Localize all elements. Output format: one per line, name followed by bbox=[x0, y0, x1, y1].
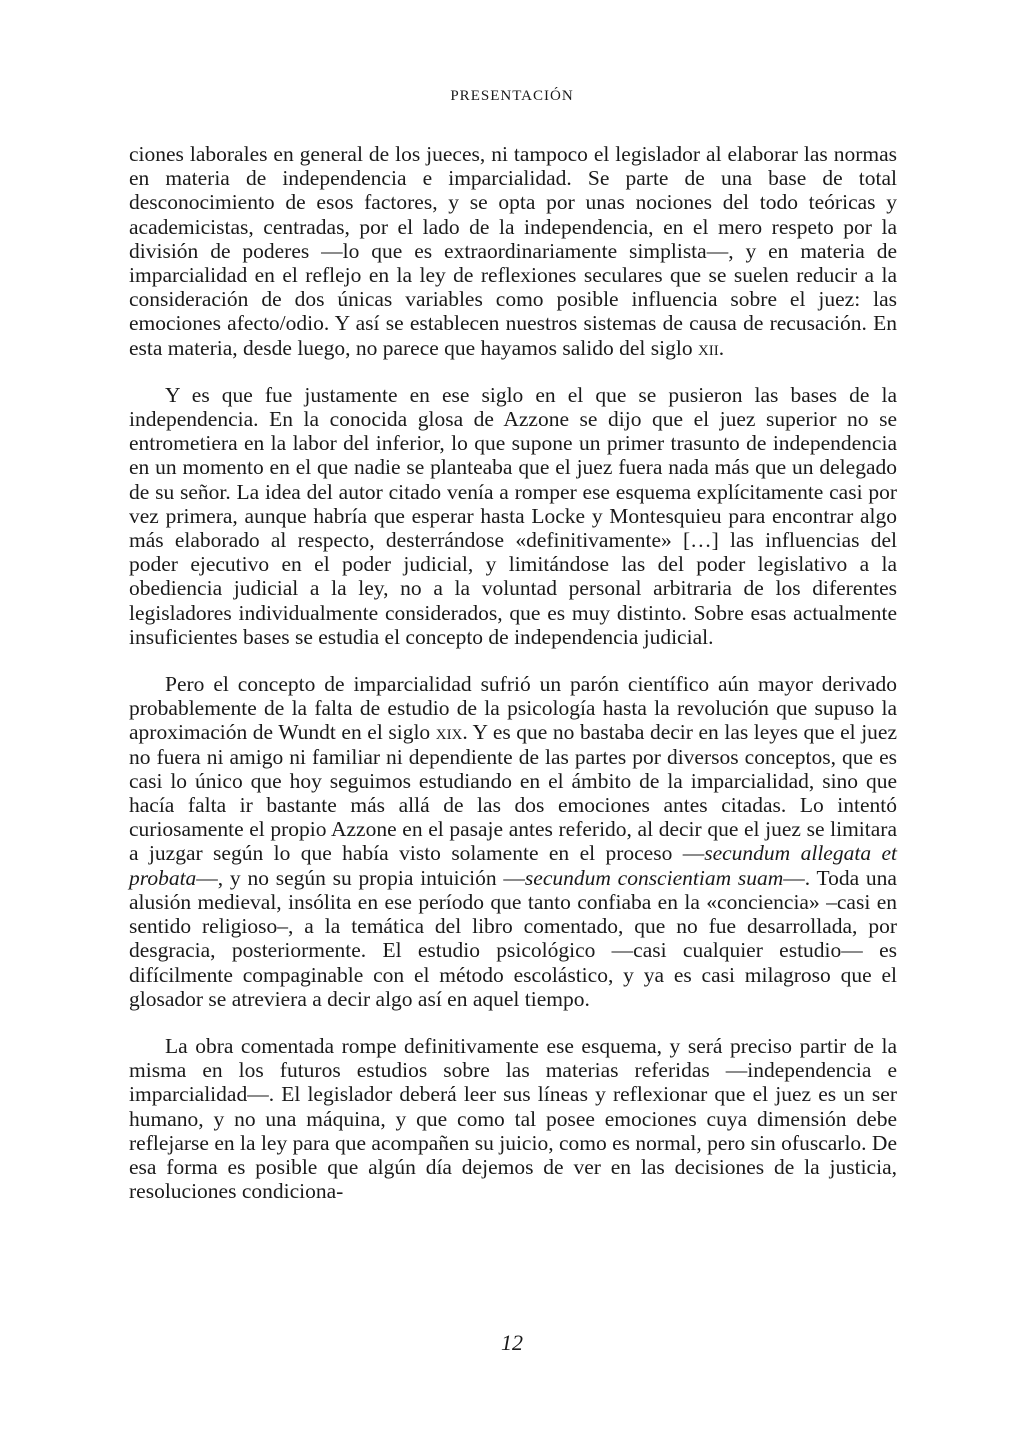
paragraph-3-part-b: . Y es que no bastaba decir en las leyes que el juez no fuera ni amigo ni familiar ni dependiente de las partes por diversos conceptos, que es casi lo único que hoy seguimos estudiando en el ámbito de la imparcialidad, sino que hacía falta ir bastante más allá de las dos emociones antes citadas. Lo intentó curiosamente el propio Azzone en el pasaje antes referido, al decir que el juez se limitara a juzgar según lo que había visto solamente en el proceso — bbox=[129, 720, 897, 866]
century-numeral: xix bbox=[435, 720, 463, 745]
paragraph-3-part-d: —. Toda una alusión medieval, insólita en ese período que tanto confiaba en la «conciencia» –casi en sentido religioso–, a la temática del libro comentado, que no fue desarrollada, por desgracia, posteriormente. El estudio psicológico —casi cualquier estudio— es difícilmente compaginable con el método escolástico, y ya es casi milagroso que el glosador se atreviera a decir algo así en aquel tiempo. bbox=[129, 865, 897, 1011]
paragraph-1-end: . bbox=[718, 335, 725, 360]
paragraph-3-part-a: Pero el concepto de imparcialidad sufrió un parón científico aún mayor derivado probablemente de la falta de estudio de la psicología hasta la revolución que supuso la aproximación de Wundt en el siglo bbox=[129, 672, 897, 745]
body-text bbox=[129, 142, 897, 1226]
paragraph-3-part-c: —, y no según su propia intuición — bbox=[196, 865, 525, 890]
running-head: PRESENTACIÓN bbox=[450, 88, 574, 104]
paragraph-4: La obra comentada rompe definitivamente ese esquema, y será preciso partir de la misma en los futuros estudios sobre las materias referidas —independencia e imparcialidad—. El legislador deberá leer sus líneas y reflexionar que el juez es un ser humano, y no una máquina, y que como tal posee emociones cuya dimensión debe reflejarse en la ley para que acompañen su juicio, como es normal, pero sin ofuscarlo. De esa forma es posible que algún día dejemos de ver en las decisiones de la justicia, resoluciones condiciona- bbox=[129, 1033, 897, 1204]
paragraph-2: Y es que fue justamente en ese siglo en el que se pusieron las bases de la independencia. En la conocida glosa de Azzone se dijo que el juez superior no se entrometiera en la labor del inferior, lo que supone un primer trasunto de independencia en un momento en el que nadie se planteaba que el juez fuera nada más que un delegado de su señor. La idea del autor citado venía a romper ese esquema explícitamente casi por vez primera, aunque habría que esperar hasta Locke y Montesquieu para encontrar algo más elaborado al respecto, desterrándose «definitivamente» […] las influencias del poder ejecutivo en el poder judicial, y limitándose las del poder legislativo a la obediencia judicial a la ley, no a la voluntad personal arbitraria de los diferentes legisladores individualmente considerados, que es muy distinto. Sobre esas actualmente insuficientes bases se estudia el concepto de independencia judicial. bbox=[129, 382, 897, 649]
paragraph-3 bbox=[129, 672, 897, 1011]
page-number: 12 bbox=[501, 1330, 523, 1355]
latin-quote-conscientiam: secundum conscientiam suam bbox=[524, 865, 784, 890]
latin-quote-allegata: secundum allegata et probata bbox=[129, 841, 897, 890]
paragraph-1-text: ciones laborales en general de los jueces, ni tampoco el legislador al elaborar las normas en materia de independencia e imparcialidad. Se parte de una base de total desconocimiento de esos factores, y se opta por unas nociones del todo teóricas y academicistas, centradas, por el lado de la independencia, en el mero respeto por la división de poderes —lo que es extraordinariamente simplista—, y en materia de imparcialidad en el reflejo en la ley de reflexiones seculares que se suelen reducir a la consideración de dos únicas variables como posible influencia sobre el juez: las emociones afecto/odio. Y así se establecen nuestros sistemas de causa de recusación. En esta materia, desde luego, no parece que hayamos salido del siglo bbox=[129, 142, 897, 360]
paragraph-1 bbox=[129, 142, 897, 360]
century-numeral: xii bbox=[697, 335, 719, 360]
